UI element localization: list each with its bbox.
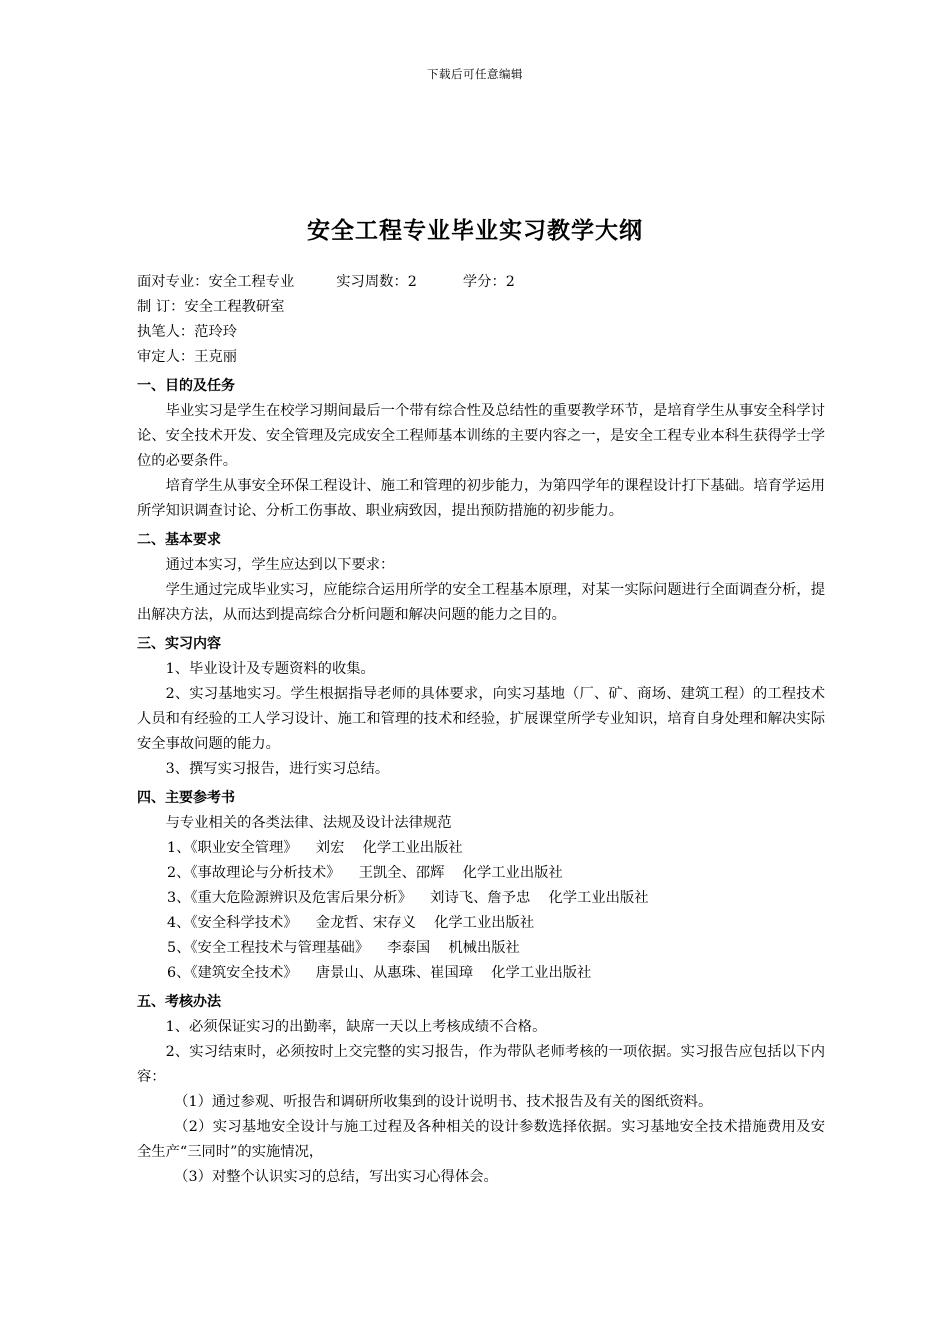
paragraph: 1、毕业设计及专题资料的收集。 (165, 661, 375, 677)
reference-item: 6、《建筑安全技术》 唐景山、从惠珠、崔国璋 化学工业出版社 (167, 965, 592, 981)
paragraph: （1）通过参观、听报告和调研所收集到的设计说明书、技术报告及有关的图纸资料。 (174, 1094, 713, 1110)
meta-maker: 制 订：安全工程教研室 (137, 299, 285, 315)
header-note: 下载后可任意编辑 (427, 67, 523, 81)
paragraph: 毕业实习是学生在校学习期间最后一个带有综合性及总结性的重要教学环节，是培育学生从事安全科学讨论、安全技术开发、安全管理及完成安全工程师基本训练的主要内容之一，是安全工程专业本科生获得学士学位的必要条件。 (137, 403, 825, 469)
document-title: 安全工程专业毕业实习教学大纲 (307, 218, 643, 244)
meta-major: 面对专业：安全工程专业 (137, 274, 295, 290)
section-heading: 二、基本要求 (137, 532, 221, 548)
meta-weeks: 实习周数：2 (336, 274, 417, 290)
section-heading: 三、实习内容 (137, 636, 221, 652)
section-heading: 一、目的及任务 (137, 378, 235, 394)
paragraph: 通过本实习，学生应达到以下要求： (165, 557, 395, 573)
meta-row (137, 270, 825, 295)
reference-item: 2、《事故理论与分析技术》 王凯全、邵辉 化学工业出版社 (167, 865, 563, 881)
meta-reviewer: 审定人：王克丽 (137, 349, 238, 365)
paragraph: 2、实习基地实习。学生根据指导老师的具体要求，向实习基地（厂、矿、商场、建筑工程）的工程技术人员和有经验的工人学习设计、施工和管理的技术和经验，扩展课堂所学专业知识，培育自身处理和解决实际安全事故问题的能力。 (137, 686, 825, 752)
reference-item: 5、《安全工程技术与管理基础》 李泰国 机械出版社 (167, 940, 520, 956)
paragraph: 与专业相关的各类法律、法规及设计法律规范 (165, 815, 452, 831)
reference-item: 3、《重大危险源辨识及危害后果分析》 刘诗飞、詹予忠 化学工业出版社 (167, 890, 649, 906)
paragraph: 学生通过完成毕业实习，应能综合运用所学的安全工程基本原理，对某一实际问题进行全面调查分析，提出解决方法，从而达到提高综合分析问题和解决问题的能力之目的。 (137, 582, 825, 623)
paragraph: 2、实习结束时，必须按时上交完整的实习报告，作为带队老师考核的一项依据。实习报告应包括以下内容： (137, 1044, 825, 1085)
paragraph: （3）对整个认识实习的总结，写出实习心得体会。 (174, 1169, 498, 1185)
section-heading: 四、主要参考书 (137, 790, 235, 806)
paragraph: 培育学生从事安全环保工程设计、施工和管理的初步能力，为第四学年的课程设计打下基础。培育学运用所学知识调查讨论、分析工伤事故、职业病致因，提出预防措施的初步能力。 (137, 478, 825, 519)
meta-writer: 执笔人：范玲玲 (137, 324, 238, 340)
document-body (137, 270, 825, 1190)
section-heading: 五、考核办法 (137, 994, 221, 1010)
meta-credits: 学分：2 (462, 274, 515, 290)
paragraph: 1、必须保证实习的出勤率，缺席一天以上考核成绩不合格。 (165, 1019, 547, 1035)
paragraph: 3、撰写实习报告，进行实习总结。 (165, 761, 390, 777)
reference-item: 1、《职业安全管理》 刘宏 化学工业出版社 (167, 840, 463, 856)
reference-item: 4、《安全科学技术》 金龙哲、宋存义 化学工业出版社 (167, 915, 535, 931)
paragraph: （2）实习基地安全设计与施工过程及各种相关的设计参数选择依据。实习基地安全技术措施费用及安全生产“三同时”的实施情况， (137, 1119, 825, 1160)
